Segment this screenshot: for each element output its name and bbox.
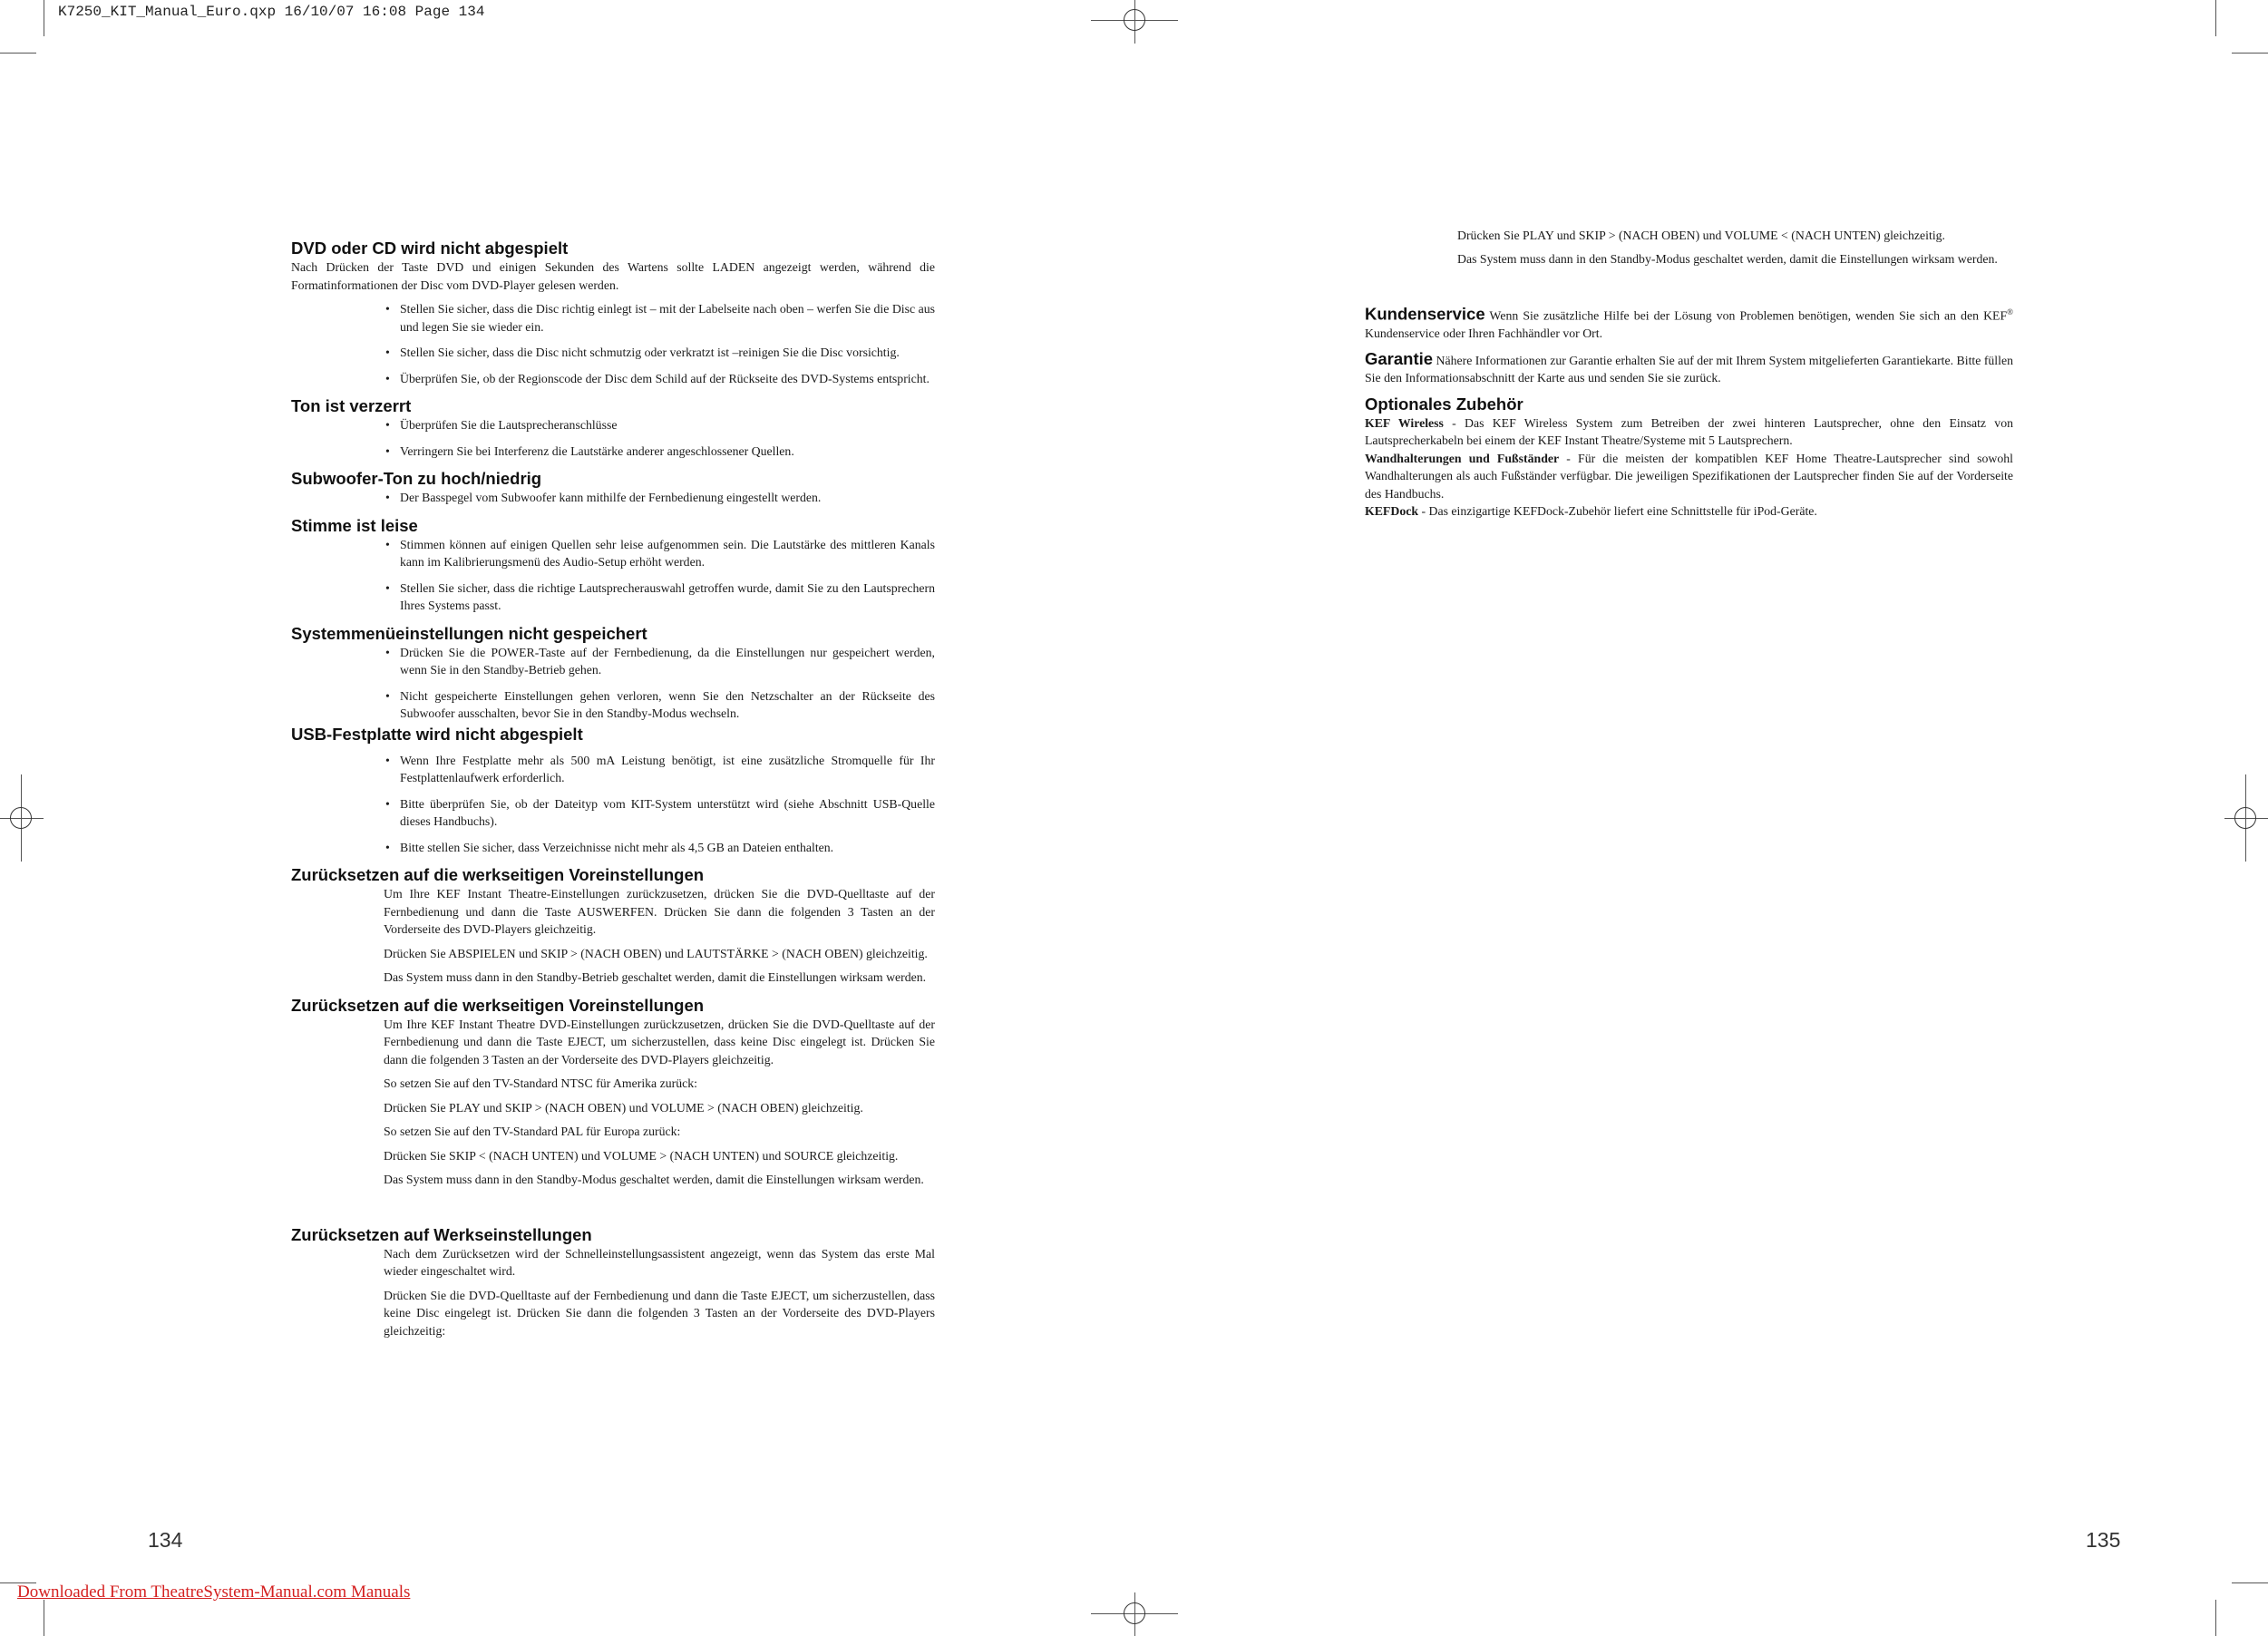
wand-label: Wandhalterungen und Fußständer [1365, 451, 1560, 465]
paragraph: Nach dem Zurücksetzen wird der Schnelleinstellungsassistent angezeigt, wenn das System das erste Mal wieder eingeschaltet wird. [384, 1246, 935, 1278]
paragraph: Das System muss dann in den Standby-Modus geschaltet werden, damit die Einstellungen wirksam werden. [1457, 251, 1998, 266]
garantie-paragraph [1365, 350, 2013, 387]
section-title: Zurücksetzen auf die werkseitigen Voreinstellungen [291, 865, 705, 884]
section-reset-2 [291, 996, 935, 1189]
bullet-list [384, 644, 935, 723]
paragraph: Drücken Sie die DVD-Quelltaste auf der Fernbedienung und dann die Taste EJECT, um sicherzustellen, dass keine Disc eingelegt ist. Drücken Sie dann die folgenden 3 Tasten an der Vorderseite des DVD-Players gleichzeitig: [384, 1288, 935, 1338]
bullet-list [384, 300, 935, 387]
list-item: • Drücken Sie die POWER-Taste auf der Fernbedienung, da die Einstellungen nur gespeichert werden, wenn Sie in den Standby-Betrieb gehen. [384, 644, 935, 679]
wireless-label: KEF Wireless [1365, 415, 1444, 430]
list-item: • Wenn Ihre Festplatte mehr als 500 mA Leistung benötigt, ist eine zusätzliche Stromquelle für Ihr Festplattenlaufwerk erforderlich. [384, 752, 935, 787]
section-reset-1 [291, 865, 935, 987]
paragraph: Drücken Sie PLAY und SKIP > (NACH OBEN) und VOLUME < (NACH UNTEN) gleichzeitig. [1457, 229, 1946, 242]
list-item: • Überprüfen Sie, ob der Regionscode der Disc dem Schild auf der Rückseite des DVD-Systems entspricht. [384, 370, 935, 388]
list-item: • Bitte stellen Sie sicher, dass Verzeichnisse nicht mehr als 4,5 GB an Dateien enthalten. [384, 839, 935, 857]
list-item: • Stellen Sie sicher, dass die Disc richtig einlegt ist – mit der Labelseite nach oben – werfen Sie die Disc aus und legen Sie sie wieder ein. [384, 300, 935, 336]
wand-paragraph [1365, 450, 2013, 503]
section-usb [291, 725, 935, 857]
paragraph: Drücken Sie ABSPIELEN und SKIP > (NACH OBEN) und LAUTSTÄRKE > (NACH OBEN) gleichzeitig. [384, 946, 928, 960]
section-subwoofer [291, 469, 935, 507]
section-title: Zurücksetzen auf Werkseinstellungen [291, 1224, 592, 1244]
wireless-text: - Das KEF Wireless System zum Betreiben der zwei hinteren Lautsprecher, ohne den Einsatz von Lautsprecherkabeln bei einem der KEF Instant Theatre/Systeme mit 5 Lautsprechern. [1365, 415, 2013, 448]
kundenservice-text-b: Kundenservice oder Ihren Fachhändler vor Ort. [1365, 326, 1603, 341]
right-page-content [1365, 227, 2013, 528]
section-title: Ton ist verzerrt [291, 396, 412, 415]
page-number-right: 135 [2086, 1528, 2121, 1552]
list-item: • Stellen Sie sicher, dass die Disc nicht schmutzig oder verkratzt ist –reinigen Sie die Disc vorsichtig. [384, 344, 935, 362]
garantie-title: Garantie [1365, 348, 1434, 368]
kundenservice-title: Kundenservice [1365, 304, 1485, 324]
section-dvd-cd [291, 239, 935, 387]
section-ton-verzerrt [291, 396, 935, 460]
wireless-paragraph [1365, 414, 2013, 450]
paragraph: So setzen Sie auf den TV-Standard NTSC für Amerika zurück: [384, 1076, 697, 1090]
section-title: Systemmenüeinstellungen nicht gespeichert [291, 623, 647, 643]
section-title: Stimme ist leise [291, 515, 418, 535]
section-intro: Nach Drücken der Taste DVD und einigen Sekunden des Wartens sollte LADEN angezeigt werden, während die Formatinformationen der Disc vom DVD-Player gelesen werden. [291, 260, 935, 292]
list-item: • Stimmen können auf einigen Quellen sehr leise aufgenommen sein. Die Lautstärke des mittleren Kanals kann im Kalibrierungsmenü des Audio-Setup erhöht werden. [384, 536, 935, 571]
garantie-text: Nähere Informationen zur Garantie erhalten Sie auf der mit Ihrem System mitgelieferten Garantiekarte. Bitte füllen Sie den Informationsabschnitt der Karte aus und senden Sie sie zurück. [1365, 353, 2013, 385]
bullet-list [384, 489, 935, 507]
section-title: Subwoofer-Ton zu hoch/niedrig [291, 469, 542, 488]
section-title: USB-Festplatte wird nicht abgespielt [291, 724, 583, 744]
list-item: • Bitte überprüfen Sie, ob der Dateityp vom KIT-System unterstützt wird (siehe Abschnitt USB-Quelle dieses Handbuchs). [384, 795, 935, 831]
print-slug: K7250_KIT_Manual_Euro.qxp 16/10/07 16:08 Page 134 [58, 4, 485, 20]
list-item: • Überprüfen Sie die Lautsprecheranschlüsse [384, 416, 935, 434]
list-item: • Stellen Sie sicher, dass die richtige Lautsprecherauswahl getroffen wurde, damit Sie zu den Lautsprechern Ihres Systems passt. [384, 579, 935, 615]
bullet-list [384, 416, 935, 460]
section-stimme-leise [291, 516, 935, 615]
section-reset-3 [291, 1225, 935, 1340]
paragraph: Drücken Sie SKIP < (NACH UNTEN) und VOLUME > (NACH UNTEN) und SOURCE gleichzeitig. [384, 1148, 899, 1163]
dock-paragraph [1365, 502, 2013, 521]
footer-download-link[interactable]: Downloaded From TheatreSystem-Manual.com Manuals [17, 1582, 411, 1602]
dock-label: KEFDock [1365, 504, 1419, 519]
paragraph: Das System muss dann in den Standby-Betrieb geschaltet werden, damit die Einstellungen wirksam werden. [384, 970, 927, 984]
bullet-list [384, 536, 935, 615]
kundenservice-paragraph [1365, 304, 2013, 343]
list-item: • Verringern Sie bei Interferenz die Lautstärke anderer angeschlossener Quellen. [384, 443, 935, 461]
wand-text: - Für die meisten der kompatiblen KEF Home Theatre-Lautsprecher sind sowohl Wandhalterungen als auch Fußständer verfügbar. Die jeweiligen Spezifikationen der Lautsprecher finden Sie auf der Vorderseite des Handbuchs. [1365, 451, 2013, 501]
paragraph: Um Ihre KEF Instant Theatre DVD-Einstellungen zurückzusetzen, drücken Sie die DVD-Quelltaste auf der Fernbedienung und dann die Taste EJECT, um sicherzustellen, dass keine Disc eingelegt ist. Drücken Sie dann die folgenden 3 Tasten an der Vorderseite des DVD-Players gleichzeitig. [384, 1017, 935, 1066]
paragraph: Um Ihre KEF Instant Theatre-Einstellungen zurückzusetzen, drücken Sie die DVD-Quelltaste auf der Fernbedienung und dann die Taste AUSWERFEN. Drücken Sie dann die folgenden 3 Tasten an der Vorderseite des DVD-Players gleichzeitig. [384, 887, 935, 936]
left-page-content [291, 229, 935, 1346]
list-item: • Nicht gespeicherte Einstellungen gehen verloren, wenn Sie den Netzschalter an der Rückseite des Subwoofer ausschalten, bevor Sie in den Standby-Modus wechseln. [384, 687, 935, 723]
section-title: Zurücksetzen auf die werkseitigen Voreinstellungen [291, 995, 705, 1015]
section-title: DVD oder CD wird nicht abgespielt [291, 239, 569, 258]
page-number-left: 134 [148, 1528, 183, 1552]
paragraph: Drücken Sie PLAY und SKIP > (NACH OBEN) und VOLUME > (NACH OBEN) gleichzeitig. [384, 1100, 863, 1115]
dock-text: - Das einzigartige KEFDock-Zubehör liefert eine Schnittstelle für iPod-Geräte. [1418, 504, 1817, 519]
paragraph: So setzen Sie auf den TV-Standard PAL für Europa zurück: [384, 1125, 681, 1138]
registered-mark: ® [2007, 307, 2013, 316]
paragraph: Das System muss dann in den Standby-Modus geschaltet werden, damit die Einstellungen wirksam werden. [384, 1173, 924, 1186]
list-item: • Der Basspegel vom Subwoofer kann mithilfe der Fernbedienung eingestellt werden. [384, 489, 935, 507]
bullet-list [384, 752, 935, 857]
section-systemmenue [291, 624, 935, 723]
zubehoer-title: Optionales Zubehör [1365, 394, 1523, 414]
kundenservice-text-a: Wenn Sie zusätzliche Hilfe bei der Lösung von Problemen benötigen, wenden Sie sich an den KEF [1484, 308, 2008, 323]
